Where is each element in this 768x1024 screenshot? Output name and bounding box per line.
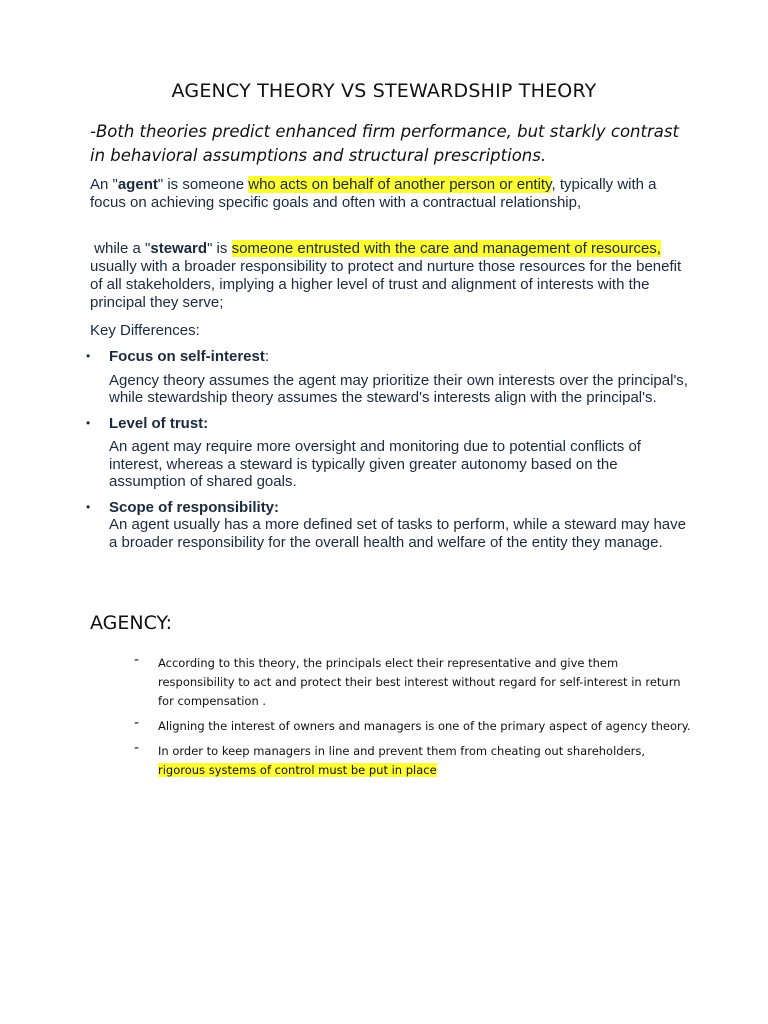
agency-points-list [134,654,694,780]
bullet-icon: • [86,415,91,430]
list-item [86,348,690,407]
list-item [134,717,694,736]
agent-pre-text: An " [90,176,118,193]
document-subtitle: -Both theories predict enhanced firm performance, but starkly contrast in behavioral assumptions and structural prescriptions. [90,122,679,165]
list-item [86,414,690,491]
steward-term: steward [150,240,208,257]
difference-text: Agency theory assumes the agent may prioritize their own interests over the principal's, while stewardship theory assumes the steward's interests align with the principal's. [109,371,688,406]
agent-highlighted-text: who acts on behalf of another person or entity [248,176,552,193]
agency-point-text: Aligning the interest of owners and managers is one of the primary aspect of agency theory. [158,719,691,733]
agent-definition-paragraph [90,176,690,212]
difference-title-suffix: : [264,348,270,365]
dash-bullet-icon: - [134,652,140,668]
steward-post-text: usually with a broader responsibility to protect and nurture those resources for the benefit of all stakeholders, implying a higher level of trust and alignment of interests with the principal they serve; [90,258,682,311]
agency-point-highlighted-text: rigorous systems of control must be put in place [158,763,437,777]
list-item [134,654,694,711]
difference-title: Focus on self-interest [109,348,265,365]
difference-title: Level of trust: [109,414,209,432]
difference-text: An agent may require more oversight and monitoring due to potential conflicts of interest, whereas a steward is typically given greater autonomy based on the assumption of shared goals. [109,438,641,490]
agent-mid-text: " is someone [157,176,249,193]
bullet-icon: • [86,349,91,363]
agent-post-text: , typically with a focus on achieving specific goals and often with a contractual relationship, [90,176,657,211]
steward-highlighted-text: someone entrusted with the care and management of resources, [231,240,661,257]
agency-heading: AGENCY: [90,612,173,634]
agency-point-text: According to this theory, the principals elect their representative and give them responsibility to act and protect their best interest without regard for self-interest in return for compensation . [158,656,681,708]
steward-definition-paragraph [90,240,690,312]
dash-bullet-icon: - [134,715,140,731]
list-item [86,498,690,552]
difference-text: An agent usually has a more defined set of tasks to perform, while a steward may have a broader responsibility for the overall health and welfare of the entity they manage. [109,516,686,551]
dash-bullet-icon: - [134,740,140,756]
agent-term: agent [117,176,158,193]
list-item [134,742,694,780]
steward-pre-text: while a " [90,240,151,257]
key-differences-list [86,348,690,551]
agency-point-text: In order to keep managers in line and prevent them from cheating out shareholders, [158,744,646,758]
bullet-icon: • [86,499,91,514]
steward-mid-text: " is [207,240,232,257]
difference-title-suffix: : [274,498,280,516]
document-title: AGENCY THEORY VS STEWARDSHIP THEORY [171,80,597,102]
key-differences-label: Key Differences: [90,322,200,339]
difference-title: Scope of responsibility [109,498,275,516]
